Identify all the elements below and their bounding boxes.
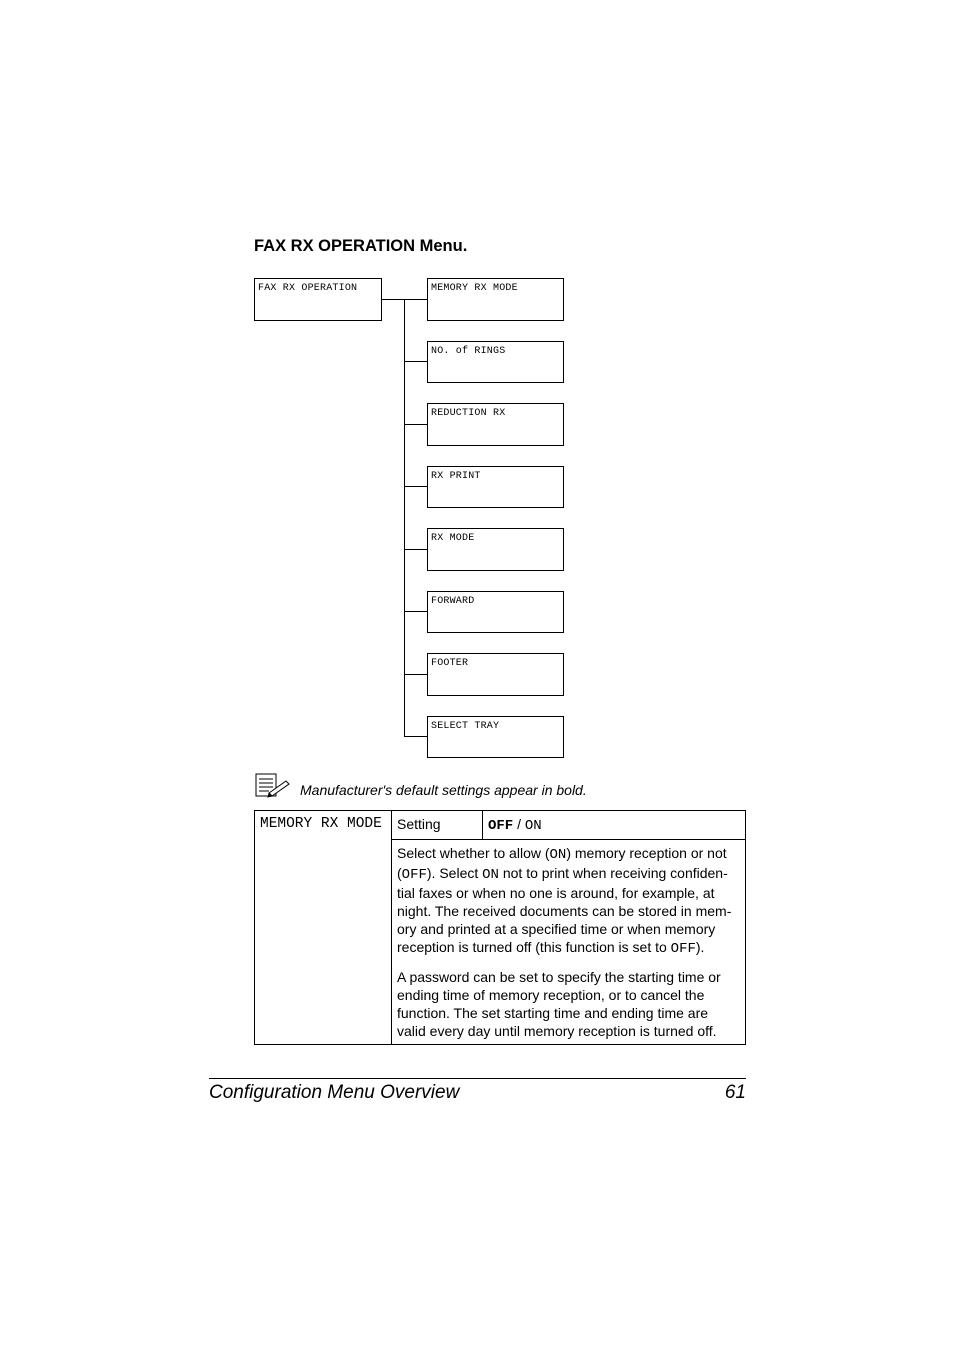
tree-branch-line [404, 424, 427, 425]
description-paragraph: A password can be set to specify the starting time or ending time of memory reception, or to cancel the function. The set starting time and ending time are valid every day until memory reception is turned off. [397, 969, 721, 1039]
tree-node-rx-print [427, 466, 564, 508]
other-value: ON [524, 818, 542, 834]
tree-node-select-tray [427, 716, 564, 758]
desc-code: OFF [670, 941, 696, 957]
tree-node-label: NO. of RINGS [431, 346, 506, 357]
tree-node-label: RX PRINT [431, 471, 481, 482]
tree-node-label: REDUCTION RX [431, 408, 506, 419]
desc-text: Select whether to allow ( [397, 845, 550, 861]
tree-node-forward [427, 591, 564, 633]
tree-branch-line [404, 674, 427, 675]
desc-text: not to print when receiving confiden-tial faxes or when no one is around, for example, at night. The received documents can be stored in mem-ory and printed at a specified time or when memory reception is turned off (this function is set to [397, 865, 732, 955]
tree-node-label: MEMORY RX MODE [431, 283, 518, 294]
setting-description [392, 840, 746, 1045]
desc-text: ) memory reception or not ( [397, 845, 727, 881]
settings-table [254, 810, 746, 1045]
description-paragraph [397, 844, 740, 958]
tree-node-footer [427, 653, 564, 696]
default-settings-note: Manufacturer's default settings appear in bold. [300, 782, 587, 798]
desc-text: ). [695, 939, 705, 955]
note-pencil-icon [255, 773, 291, 799]
tree-trunk-line [404, 299, 405, 736]
tree-node-label: SELECT TRAY [431, 721, 500, 732]
tree-root-box [254, 278, 382, 321]
tree-branch-line [404, 361, 427, 362]
section-heading: FAX RX OPERATION Menu. [254, 237, 468, 255]
tree-node-no-of-rings [427, 341, 564, 383]
tree-branch-line [404, 611, 427, 612]
tree-node-memory-rx-mode [427, 278, 564, 321]
tree-node-label: FORWARD [431, 596, 475, 607]
tree-node-rx-mode [427, 528, 564, 571]
tree-node-reduction-rx [427, 403, 564, 446]
tree-branch-line [404, 736, 427, 737]
desc-text: ). Select [426, 865, 483, 881]
footer-rule [209, 1078, 746, 1079]
tree-branch-line [404, 486, 427, 487]
default-value: OFF [488, 818, 514, 834]
desc-code: OFF [401, 867, 427, 883]
tree-node-label: RX MODE [431, 533, 475, 544]
menu-item-name: MEMORY RX MODE [255, 811, 392, 1045]
setting-values [483, 811, 746, 840]
tree-branch-line [404, 549, 427, 550]
page-number: 61 [724, 1082, 746, 1103]
tree-root-label: FAX RX OPERATION [258, 283, 358, 294]
value-separator: / [513, 816, 525, 832]
desc-code: ON [549, 847, 567, 863]
tree-node-label: FOOTER [431, 658, 469, 669]
desc-code: ON [482, 867, 499, 883]
setting-label: Setting [392, 811, 483, 840]
footer-title: Configuration Menu Overview [209, 1082, 460, 1103]
